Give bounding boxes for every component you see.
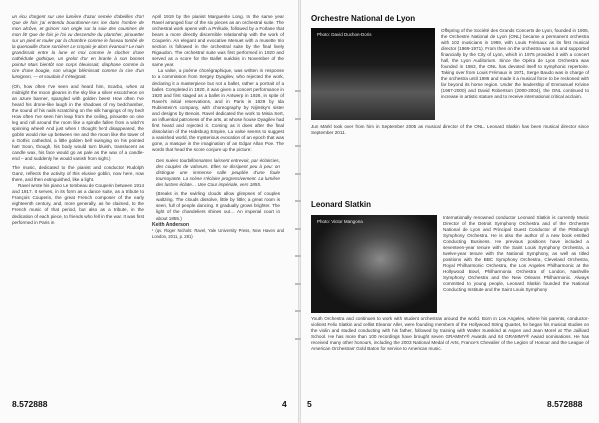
page-number-left: 4 [282,399,287,409]
orchestra-heading: Orchestre National de Lyon [311,14,416,23]
author-signature: Keith Anderson [152,221,190,228]
couperin-continued: April 1919 by the pianist Marguerite Long. In the same year Ravel arranged four of the six pieces as an orchestral suite. The orchestral work opens with a Prélude, followed by a Forlane that bears a more directly discernible relationship with the work of Couperin. An elegant and evocative Menuet with a musette trio section is followed in the orchestral suite by the final lively Rigaudon. The orchestral suite was first performed in 1920 and served as a score for the Ballet suédois in November of the same year. [152,14,284,68]
right-page [301,0,599,423]
catalogue-number-right: 8.572888 [547,399,583,409]
valse-quote-english: (Breaks in the swirling clouds allow glimpses of couples waltzing. The clouds dissolve, little by little; a great room is seen, full of people dancing. It gradually grows brighter. The light of the chandeliers shines out… An imperial court in about 1855.) [156,191,280,221]
orchestra-bio: Offspring of the Société des Grands Concerts de Lyon, founded in 1905, the Orchestre National de Lyon (ONL) became a permanent orchestra with 102 musicians in 1969, with Louis Frémaux as its first musical director (1969-1971). From then on the orchestra was run and supported financially by the City of Lyon, which in 1975 provided it with a concert hall, the Lyon Auditorium. Since the Opéra de Lyon Orchestra was founded in 1983, the ONL has devoted itself to symphonic repertoire. Taking over from Louis Frémaux in 1971, Serge Baudo was in charge of the orchestra until 1986 and made it a musical force to be reckoned with far beyond its home region. Under the leadership of Emmanuel Krivine (1987-2000) and David Robertson (2000-2004), the ONL continued to increase in artistic stature and to receive international critical acclaim. [441,28,589,99]
couperin-paragraph: Ravel wrote his piano Le tombeau de Couperin between 1914 and 1917. It serves, in its form as a dance suite, as a tribute to François Couperin, the great French composer of the early eighteenth century, and, more generally, as he claimed, to the French music of that period, but also as a tribute, in the dedication of each piece, to friends who fell in the war. It was first performed in Paris in [12,183,145,225]
orchestra-photo [311,28,435,120]
left-column-1 [12,14,144,226]
valse-paragraph: La valse, a poème chorégraphique, was written in response to a commission from Sergey Dyagilev, who rejected the work, declaring it a masterpiece but not a ballet, rather a portrait of a ballet. Completed in 1920, it was given a concert performance in 1920 and first staged as a ballet in Antwerp in 1926, in spite of Ravel's initial reservations, and in Paris in 1929 by Ida Rubinstein's company, with choreography by Nijinsky's sister and designs by Benois. Ravel dedicated the work to Misia Sert, an influential patroness of the arts, at whose house Dyagilev had first heard and rejected it. Coming as it does after the final dissolution of the Habsburg Empire, La valse seems to suggest a vanished world, the mysterious evocation of an epoch that was gone, a masque in the imagination of an Edgar Allan Poe. The words that head the score conjure up the picture: [152,68,284,153]
left-column-2 [152,14,284,240]
footnote: ¹ (qv. Roger Nichols: Ravel, Yale University Press, New Haven and London, 2011, p. 281) [152,227,284,239]
orchestra-photo-credit: Photo: David Duchon-Doris [317,32,372,37]
conductor-bio: Internationally renowned conductor Leonard Slatkin is currently Music Director of the Detroit Symphony Orchestra and of the Orchestre National de Lyon and Principal Guest Conductor of the Pittsburgh Symphony Orchestra. He is also the author of a new book entitled Conducting Business. He previous positions have included a seventeen-year tenure with the Saint Louis Symphony Orchestra, a twelve-year tenure with the National Symphony, as well as titled positions with the BBC Symphony Orchestra, Cleveland Orchestra, Royal Philharmonic Orchestra, the Los Angeles Philharmonic at the Hollywood Bowl, Philharmonia Orchestra of London, Nashville Symphony Orchestra and the New Orleans Philharmonic. Always committed to young people, Leonard Slatkin founded the National Conducting Institute and the Saint Louis Symphony [443,215,589,292]
page-number-right: 5 [307,399,312,409]
conductor-bio-end: Youth Orchestra and continues to work with student orchestras around the world. Born in Los Angeles, where his parents, conductor-violinist Felix Slatkin and cellist Eleanor Aller, were founding members of the Hollywood String Quartet, he began his musical studies on the violin and studied conducting with his father, followed by training with Walter Susskind at Aspen and Jean Morel at The Juilliard School. He has more than 100 recordings have brought seven GRAMMY® Awards and 64 GRAMMY® Award nominations. He has received many other honours, including the 2003 National Medal of Arts, France's Chevalier of the Legion of Honour and the League of American Orchestras' Gold Baton for service to American music. [311,316,589,351]
conductor-photo [311,215,437,313]
scarbo-paragraph: The music, dedicated to the pianist and conductor Rudolph Ganz, reflects the activity of this elusive goblin, now here, now there, and then extinguished, like a light. [12,165,144,183]
left-page [0,0,298,423]
valse-quote-french: Des nuées tourbillonnantes laissent entrevoir, par éclaircies, des couples de valseurs. Elles se dissipent peu à peu: on distingue une immense salle peuplée d'une foule tournoyante. La scène s'éclaire progressivement. La lumière des lustres éclate… Une Cour impériale, vers 1855. [156,158,280,188]
conductor-photo-credit: Photo: Victor Mangona [317,219,363,224]
poem-french: un écu d'argent sur une lumière d'azur semée d'abeilles d'or! Que de fois j'ai entendu bourdonner-ses ine dans l'ombre de mon alcôve, et grincer son ongle sur la soie des courtines de mon lit! Que de fois je l'ai vu descendre du plancher, pirouetter sur un pied et rouler par la chambre comme le fuseau tombé de la quenouille d'une sorcière! Le croyais-je alors évanoui? Le nain grandissait entre la lune et moi comme le clocher d'une cathédrale gothique, un grelot d'or en branle à son bonnet pointu! Mais bientôt son corps bleuissait, diaphane comme la cire d'une bougie, son visage blémissait comme la cire d'un lumignon, — et soudain il s'éteignait. [12,14,144,80]
poem-translation: (Oh, how often I've seen and heard him, Scarbo, when at midnight the moon gleams in the sky like a silver escutcheon on an azure banner, spangled with golden bees! How often I've heard his drone-like laugh in the shadows of my bedchamber, the sound of his nails scratching on the silk hangings of my bed! How often I've seen him leap from the ceiling, pirouette on one leg and roll around the room like a spindle fallen from a witch's spinning wheel! And just when I thought he'd disappeared, the goblin would rise up between me and the moon like the tower of a Gothic cathedral, a little golden bell swinging on his pointed hat! Soon, though, his body would turn bluish, translucent as candle wax, his face would go as pale as the wax of a candle-end – and suddenly he would vanish from sight.) [12,83,144,162]
catalogue-number-left: 8.572888 [12,399,48,409]
conductor-heading: Leonard Slatkin [311,200,372,209]
orchestra-bio-end: Jun Märkl took over from him in September 2005 as musical director of the ONL. Leonard Slatkin has been musical director since September 2011. [311,124,589,135]
